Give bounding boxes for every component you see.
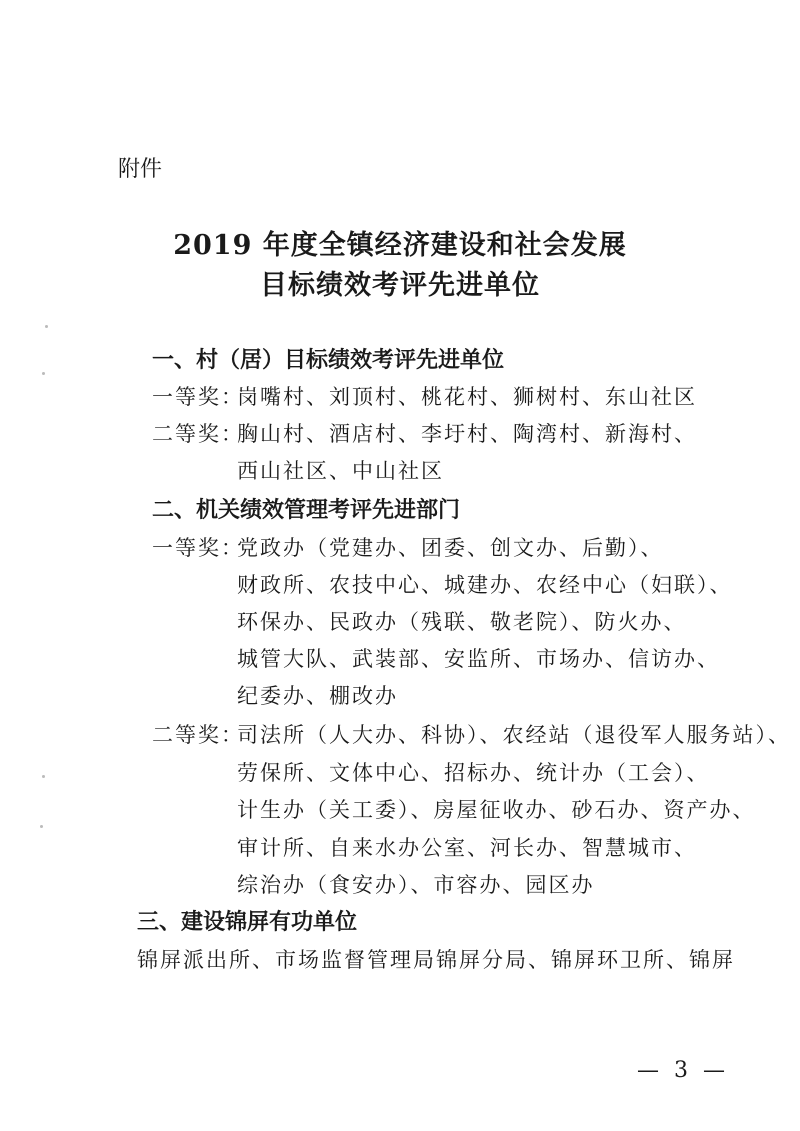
section-2-second-prize-line: 综治办（食安办）、市容办、园区办 bbox=[237, 873, 595, 897]
title-line-1: 2019 年度全镇经济建设和社会发展 bbox=[173, 230, 627, 261]
section-2-first-prize-line: 纪委办、棚改办 bbox=[237, 684, 398, 708]
section-2-first-prize-line: 财政所、农技中心、城建办、农经中心（妇联）、 bbox=[237, 573, 733, 597]
section-2-second-prize-line: 计生办（关工委）、房屋征收办、砂石办、资产办、 bbox=[237, 798, 756, 822]
scan-speck bbox=[42, 372, 45, 375]
section-3-body: 锦屏派出所、市场监督管理局锦屏分局、锦屏环卫所、锦屏 bbox=[137, 948, 735, 972]
section-2-heading: 二、机关绩效管理考评先进部门 bbox=[152, 498, 461, 523]
section-1-heading: 一、村（居）目标绩效考评先进单位 bbox=[152, 348, 505, 373]
section-2-first-prize-label: 一等奖： bbox=[152, 536, 244, 560]
section-1-first-prize-label: 一等奖： bbox=[152, 385, 244, 409]
section-2-second-prize-line: 劳保所、文体中心、招标办、统计办（工会）、 bbox=[237, 761, 710, 785]
section-2-first-prize-line: 环保办、民政办（残联、敬老院）、防火办、 bbox=[237, 610, 687, 634]
section-1-second-prize-label: 二等奖： bbox=[152, 422, 244, 446]
scan-speck bbox=[40, 825, 43, 828]
section-1-first-prize-line: 岗嘴村、刘顶村、桃花村、狮树村、东山社区 bbox=[237, 385, 697, 409]
section-2-second-prize-label: 二等奖： bbox=[152, 723, 244, 747]
page-number: — 3 — bbox=[637, 1058, 729, 1083]
annex-label: 附件 bbox=[118, 157, 163, 182]
section-2-second-prize-line: 司法所（人大办、科协）、农经站（退役军人服务站）、 bbox=[237, 723, 791, 747]
title-line-2: 目标绩效考评先进单位 bbox=[260, 270, 540, 301]
section-1-second-prize-line: 西山社区、中山社区 bbox=[237, 459, 444, 483]
section-2-first-prize-line: 城管大队、武装部、安监所、市场办、信访办、 bbox=[237, 647, 720, 671]
section-1-second-prize-line: 胸山村、酒店村、李圩村、陶湾村、新海村、 bbox=[237, 422, 697, 446]
section-2-second-prize-line: 审计所、自来水办公室、河长办、智慧城市、 bbox=[237, 836, 697, 860]
section-2-first-prize-line: 党政办（党建办、团委、创文办、后勤）、 bbox=[237, 536, 664, 560]
scan-speck bbox=[42, 775, 45, 778]
scan-speck bbox=[45, 325, 48, 328]
section-3-heading: 三、建设锦屏有功单位 bbox=[137, 910, 358, 935]
